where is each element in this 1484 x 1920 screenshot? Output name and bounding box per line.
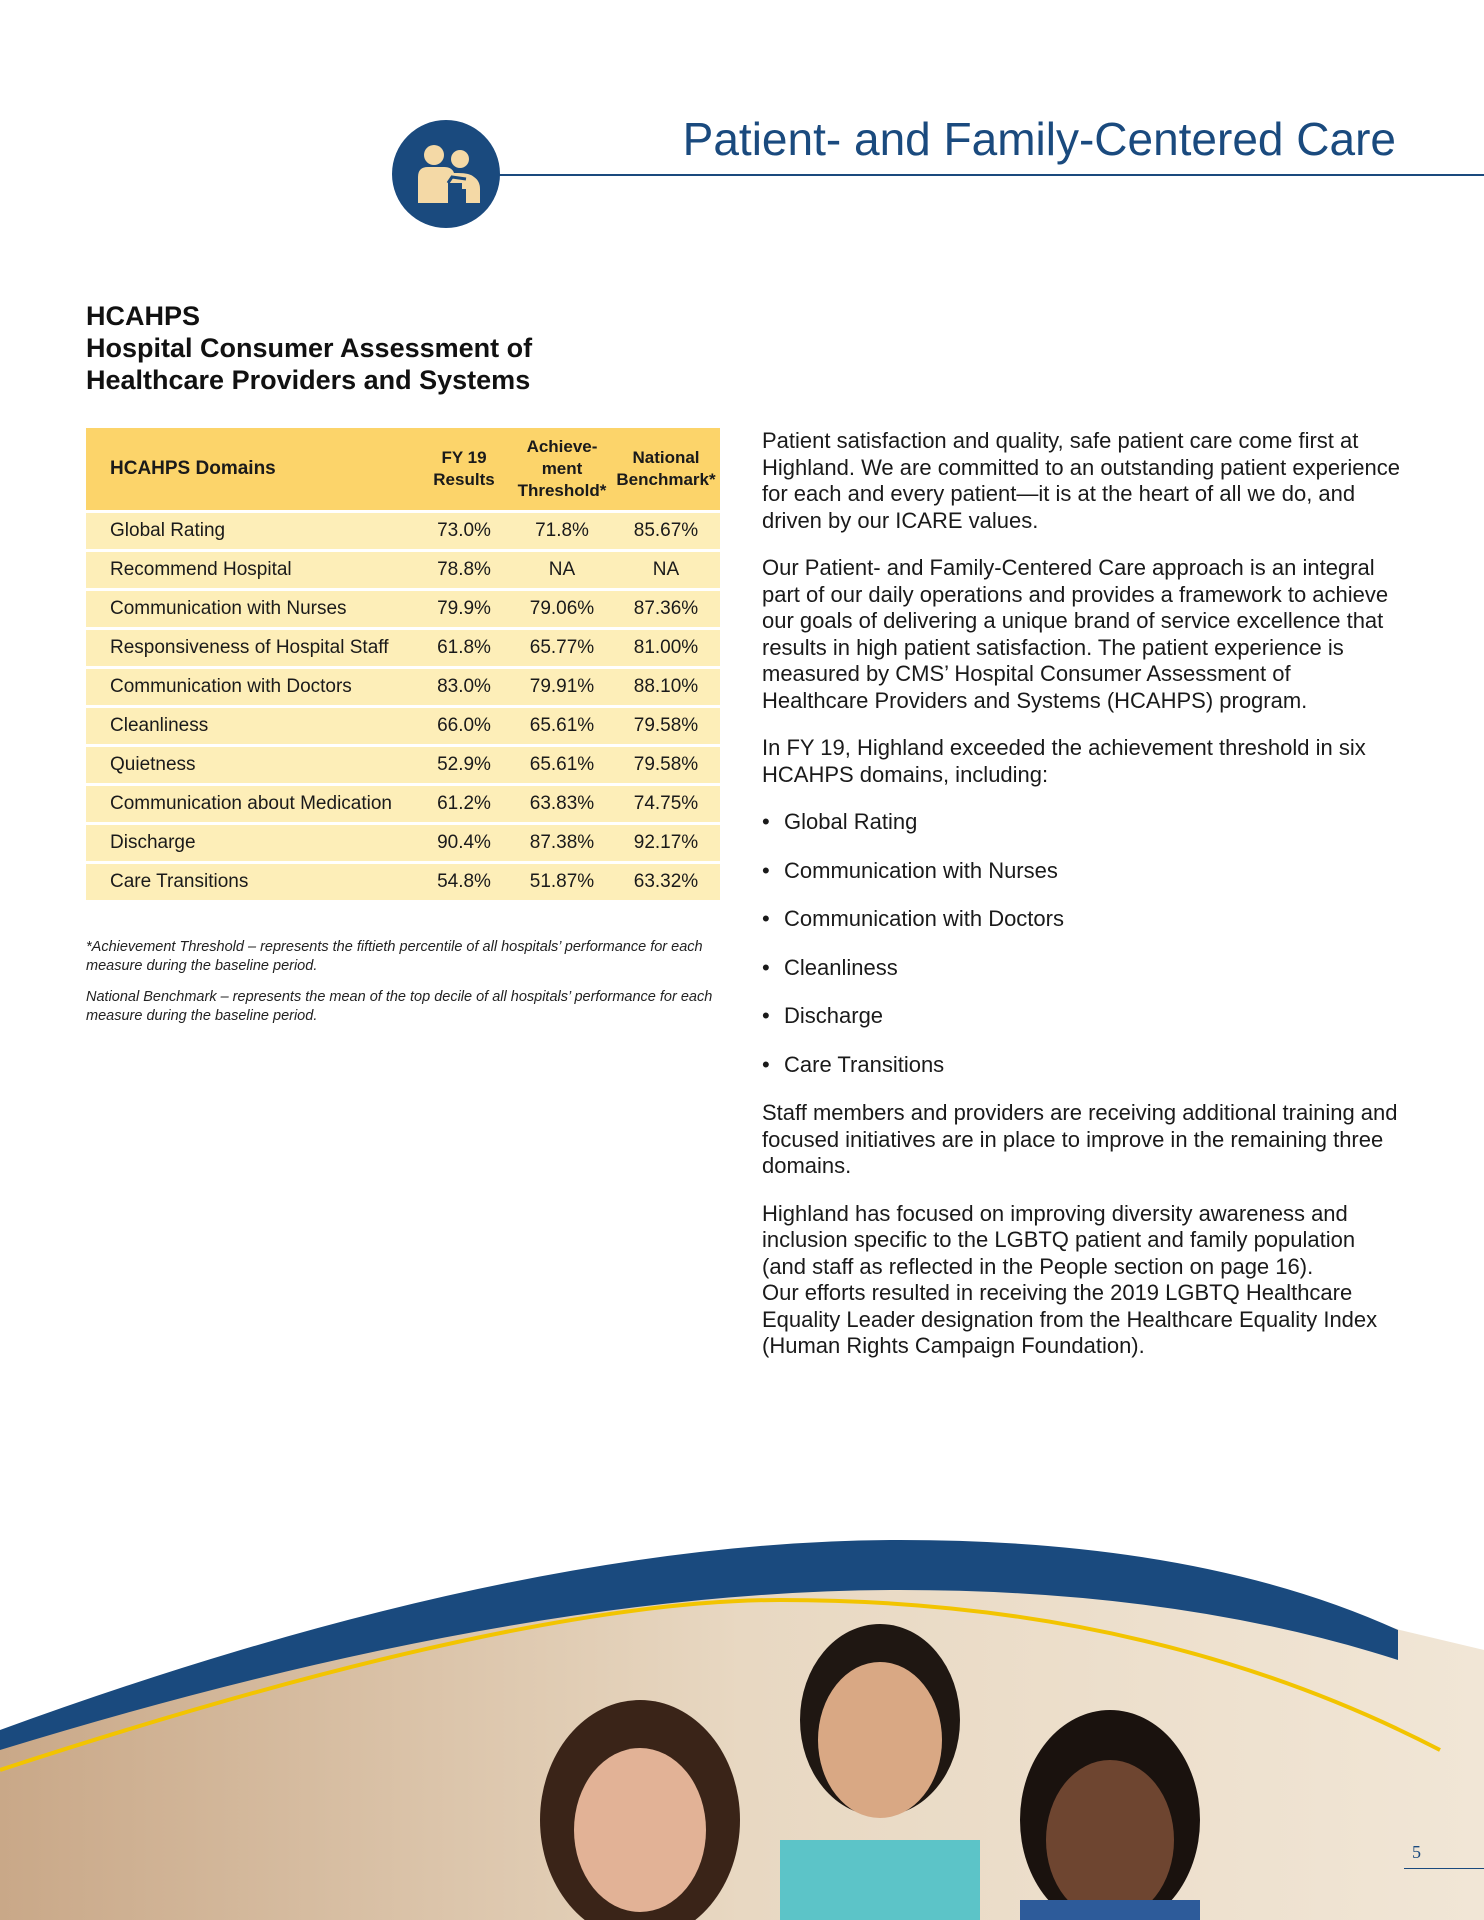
- table-row: [86, 861, 720, 900]
- cell-benchmark: 87.36%: [612, 588, 720, 627]
- cell-threshold: 71.8%: [512, 510, 612, 549]
- cell-domain: Responsiveness of Hospital Staff: [86, 627, 416, 666]
- section-name-line2: Healthcare Providers and Systems: [86, 365, 531, 395]
- table-header-row: [86, 428, 720, 510]
- footnotes: [86, 938, 726, 1038]
- body-text: [762, 428, 1402, 1381]
- section-name-line1: Hospital Consumer Assessment of: [86, 333, 533, 363]
- cell-benchmark: 63.32%: [612, 861, 720, 900]
- cell-results: 83.0%: [416, 666, 512, 705]
- cell-threshold: 79.91%: [512, 666, 612, 705]
- body-paragraph-2: Our Patient- and Family-Centered Care approach is an integral part of our daily operations and provides a framework to achieve our goals of delivering a unique brand of service excellence that results in high patient satisfaction. The patient experience is measured by CMS’ Hospital Consumer Assessment of Healthcare Providers and Systems (HCAHPS) program.: [762, 555, 1389, 713]
- body-paragraph-1: Patient satisfaction and quality, safe patient care come first at Highland. We are committed to an outstanding patient experience for each and every patient—it is at the heart of all we do, and driven by our ICARE values.: [762, 428, 1400, 533]
- cell-domain: Discharge: [86, 822, 416, 861]
- cell-results: 78.8%: [416, 549, 512, 588]
- footnote-threshold: *Achievement Threshold – represents the fiftieth percentile of all hospitals’ performance for each measure during the baseline period.: [86, 939, 703, 974]
- cell-benchmark: 74.75%: [612, 783, 720, 822]
- list-item: • Communication with Doctors: [762, 906, 1402, 933]
- people-embrace-icon: [408, 143, 484, 205]
- cell-results: 54.8%: [416, 861, 512, 900]
- table-row: [86, 588, 720, 627]
- cell-domain: Global Rating: [86, 510, 416, 549]
- list-item: • Care Transitions: [762, 1052, 1402, 1079]
- list-item: • Cleanliness: [762, 955, 1402, 982]
- cell-threshold: 51.87%: [512, 861, 612, 900]
- header-rule: [492, 174, 1484, 176]
- table-row: [86, 549, 720, 588]
- body-paragraph-5a: Highland has focused on improving diversity awareness and inclusion specific to the LGBTQ patient and family population (and staff as reflected in the People section on page 16).: [762, 1200, 1356, 1279]
- cell-results: 61.8%: [416, 627, 512, 666]
- cell-domain: Quietness: [86, 744, 416, 783]
- cell-domain: Care Transitions: [86, 861, 416, 900]
- section-heading: [86, 300, 532, 396]
- cell-benchmark: NA: [612, 549, 720, 588]
- page-title: Patient- and Family-Centered Care: [682, 113, 1396, 165]
- exceeded-domains-list: [762, 809, 1402, 1078]
- header-fy19-results: FY 19 Results: [416, 428, 512, 510]
- cell-results: 66.0%: [416, 705, 512, 744]
- cell-domain: Communication about Medication: [86, 783, 416, 822]
- cell-results: 79.9%: [416, 588, 512, 627]
- header-national-benchmark: National Benchmark*: [612, 428, 720, 510]
- list-item: • Communication with Nurses: [762, 858, 1402, 885]
- page-number: 5: [1412, 1842, 1421, 1862]
- staff-photo: [0, 1520, 1484, 1920]
- table-row: [86, 822, 720, 861]
- table-row: [86, 510, 720, 549]
- cell-threshold: 65.61%: [512, 705, 612, 744]
- cell-threshold: 63.83%: [512, 783, 612, 822]
- logo-badge: [392, 120, 500, 228]
- list-item: • Discharge: [762, 1003, 1402, 1030]
- page-number-rule: [1404, 1868, 1484, 1869]
- cell-results: 52.9%: [416, 744, 512, 783]
- body-paragraph-3: In FY 19, Highland exceeded the achievement threshold in six HCAHPS domains, including:: [762, 735, 1366, 787]
- footnote-benchmark: National Benchmark – represents the mean of the top decile of all hospitals’ performance for each measure during the baseline period.: [86, 989, 713, 1024]
- table-row: [86, 666, 720, 705]
- cell-domain: Communication with Doctors: [86, 666, 416, 705]
- cell-domain: Communication with Nurses: [86, 588, 416, 627]
- cell-results: 73.0%: [416, 510, 512, 549]
- cell-threshold: 79.06%: [512, 588, 612, 627]
- cell-benchmark: 92.17%: [612, 822, 720, 861]
- table-row: [86, 627, 720, 666]
- cell-results: 90.4%: [416, 822, 512, 861]
- list-item: • Global Rating: [762, 809, 1402, 836]
- cell-domain: Recommend Hospital: [86, 549, 416, 588]
- header-achievement-threshold: Achieve- ment Threshold*: [512, 428, 612, 510]
- cell-benchmark: 79.58%: [612, 744, 720, 783]
- body-paragraph-5b: Our efforts resulted in receiving the 2019 LGBTQ Healthcare Equality Leader designation from the Healthcare Equality Index (Human Rights Campaign Foundation).: [762, 1280, 1378, 1358]
- cell-threshold: NA: [512, 549, 612, 588]
- cell-benchmark: 81.00%: [612, 627, 720, 666]
- section-acronym: HCAHPS: [86, 301, 201, 331]
- body-paragraph-4: Staff members and providers are receiving additional training and focused initiatives are in place to improve in the remaining three domains.: [762, 1100, 1398, 1178]
- hcahps-table: [86, 428, 720, 900]
- cell-benchmark: 79.58%: [612, 705, 720, 744]
- header-domains: HCAHPS Domains: [86, 428, 416, 510]
- table-body: [86, 510, 720, 900]
- cell-threshold: 65.61%: [512, 744, 612, 783]
- table-row: [86, 705, 720, 744]
- table-row: [86, 783, 720, 822]
- cell-benchmark: 85.67%: [612, 510, 720, 549]
- cell-results: 61.2%: [416, 783, 512, 822]
- cell-domain: Cleanliness: [86, 705, 416, 744]
- cell-benchmark: 88.10%: [612, 666, 720, 705]
- cell-threshold: 65.77%: [512, 627, 612, 666]
- table-row: [86, 744, 720, 783]
- cell-threshold: 87.38%: [512, 822, 612, 861]
